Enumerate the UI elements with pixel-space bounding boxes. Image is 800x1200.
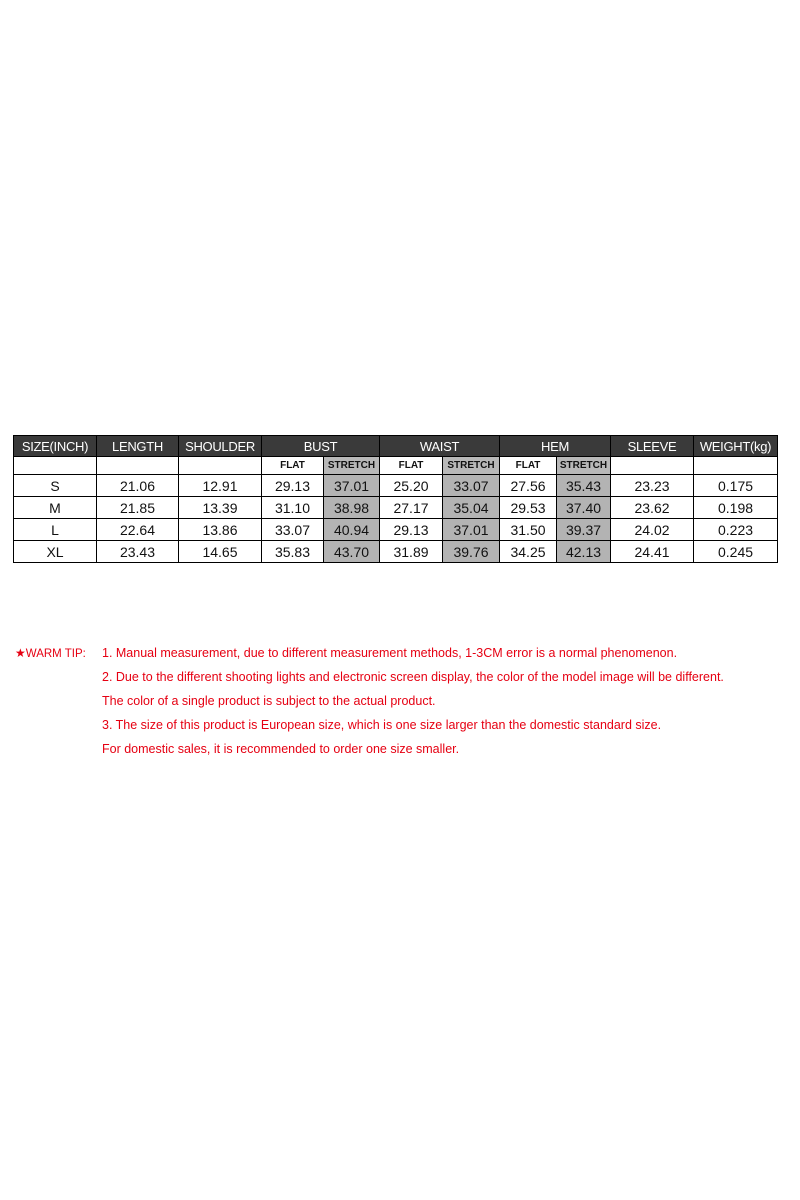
header-waist: WAIST xyxy=(380,436,500,457)
warm-tip-label-group xyxy=(15,646,86,660)
table-row xyxy=(14,497,778,519)
table-row xyxy=(14,519,778,541)
cell-size: S xyxy=(14,475,97,497)
cell-waist-flat: 29.13 xyxy=(380,519,443,541)
subheader-row xyxy=(14,457,778,475)
subheader-bust-stretch: STRETCH xyxy=(324,457,380,475)
cell-shoulder: 13.39 xyxy=(179,497,262,519)
cell-hem-flat: 31.50 xyxy=(500,519,557,541)
cell-bust-stretch: 38.98 xyxy=(324,497,380,519)
cell-size: XL xyxy=(14,541,97,563)
header-size: SIZE(INCH) xyxy=(14,436,97,457)
tip-line: 3. The size of this product is European size, which is one size larger than the domestic standard size. xyxy=(102,718,662,732)
cell-hem-stretch: 37.40 xyxy=(557,497,611,519)
cell-waist-stretch: 39.76 xyxy=(443,541,500,563)
cell-shoulder: 14.65 xyxy=(179,541,262,563)
header-sleeve: SLEEVE xyxy=(611,436,694,457)
cell-bust-flat: 33.07 xyxy=(262,519,324,541)
star-icon: ★ xyxy=(15,646,26,660)
cell-weight: 0.198 xyxy=(694,497,778,519)
cell-waist-flat: 27.17 xyxy=(380,497,443,519)
header-shoulder: SHOULDER xyxy=(179,436,262,457)
cell-sleeve: 23.23 xyxy=(611,475,694,497)
tip-line: For domestic sales, it is recommended to order one size smaller. xyxy=(102,742,460,756)
subheader-hem-flat: FLAT xyxy=(500,457,557,475)
cell-hem-stretch: 39.37 xyxy=(557,519,611,541)
cell-bust-stretch: 43.70 xyxy=(324,541,380,563)
header-hem: HEM xyxy=(500,436,611,457)
cell-size: M xyxy=(14,497,97,519)
tip-line: 2. Due to the different shooting lights and electronic screen display, the color of the model image will be different. xyxy=(102,670,724,684)
cell-waist-flat: 31.89 xyxy=(380,541,443,563)
cell-bust-flat: 31.10 xyxy=(262,497,324,519)
header-weight: WEIGHT(kg) xyxy=(694,436,778,457)
cell-sleeve: 24.02 xyxy=(611,519,694,541)
cell-sleeve: 24.41 xyxy=(611,541,694,563)
cell-length: 21.06 xyxy=(97,475,179,497)
cell-hem-flat: 29.53 xyxy=(500,497,557,519)
cell-weight: 0.223 xyxy=(694,519,778,541)
subheader-empty xyxy=(694,457,778,475)
cell-waist-stretch: 37.01 xyxy=(443,519,500,541)
subheader-empty xyxy=(179,457,262,475)
subheader-waist-flat: FLAT xyxy=(380,457,443,475)
cell-length: 21.85 xyxy=(97,497,179,519)
tip-line: The color of a single product is subject to the actual product. xyxy=(102,694,436,708)
subheader-empty xyxy=(97,457,179,475)
cell-length: 23.43 xyxy=(97,541,179,563)
cell-hem-flat: 27.56 xyxy=(500,475,557,497)
cell-sleeve: 23.62 xyxy=(611,497,694,519)
header-bust: BUST xyxy=(262,436,380,457)
cell-bust-stretch: 40.94 xyxy=(324,519,380,541)
cell-shoulder: 12.91 xyxy=(179,475,262,497)
cell-hem-stretch: 42.13 xyxy=(557,541,611,563)
warm-tip-label: WARM TIP: xyxy=(25,648,86,660)
subheader-waist-stretch: STRETCH xyxy=(443,457,500,475)
cell-weight: 0.245 xyxy=(694,541,778,563)
tip-line: 1. Manual measurement, due to different measurement methods, 1-3CM error is a normal phenomenon. xyxy=(102,646,678,660)
cell-shoulder: 13.86 xyxy=(179,519,262,541)
cell-waist-stretch: 35.04 xyxy=(443,497,500,519)
subheader-empty xyxy=(611,457,694,475)
table-row xyxy=(14,475,778,497)
subheader-empty xyxy=(14,457,97,475)
header-row xyxy=(14,436,778,457)
cell-bust-flat: 35.83 xyxy=(262,541,324,563)
subheader-hem-stretch: STRETCH xyxy=(557,457,611,475)
cell-hem-flat: 34.25 xyxy=(500,541,557,563)
cell-length: 22.64 xyxy=(97,519,179,541)
size-chart-table xyxy=(13,435,778,563)
header-length: LENGTH xyxy=(97,436,179,457)
table-row xyxy=(14,541,778,563)
cell-size: L xyxy=(14,519,97,541)
cell-hem-stretch: 35.43 xyxy=(557,475,611,497)
cell-waist-flat: 25.20 xyxy=(380,475,443,497)
cell-weight: 0.175 xyxy=(694,475,778,497)
cell-waist-stretch: 33.07 xyxy=(443,475,500,497)
cell-bust-stretch: 37.01 xyxy=(324,475,380,497)
subheader-bust-flat: FLAT xyxy=(262,457,324,475)
cell-bust-flat: 29.13 xyxy=(262,475,324,497)
